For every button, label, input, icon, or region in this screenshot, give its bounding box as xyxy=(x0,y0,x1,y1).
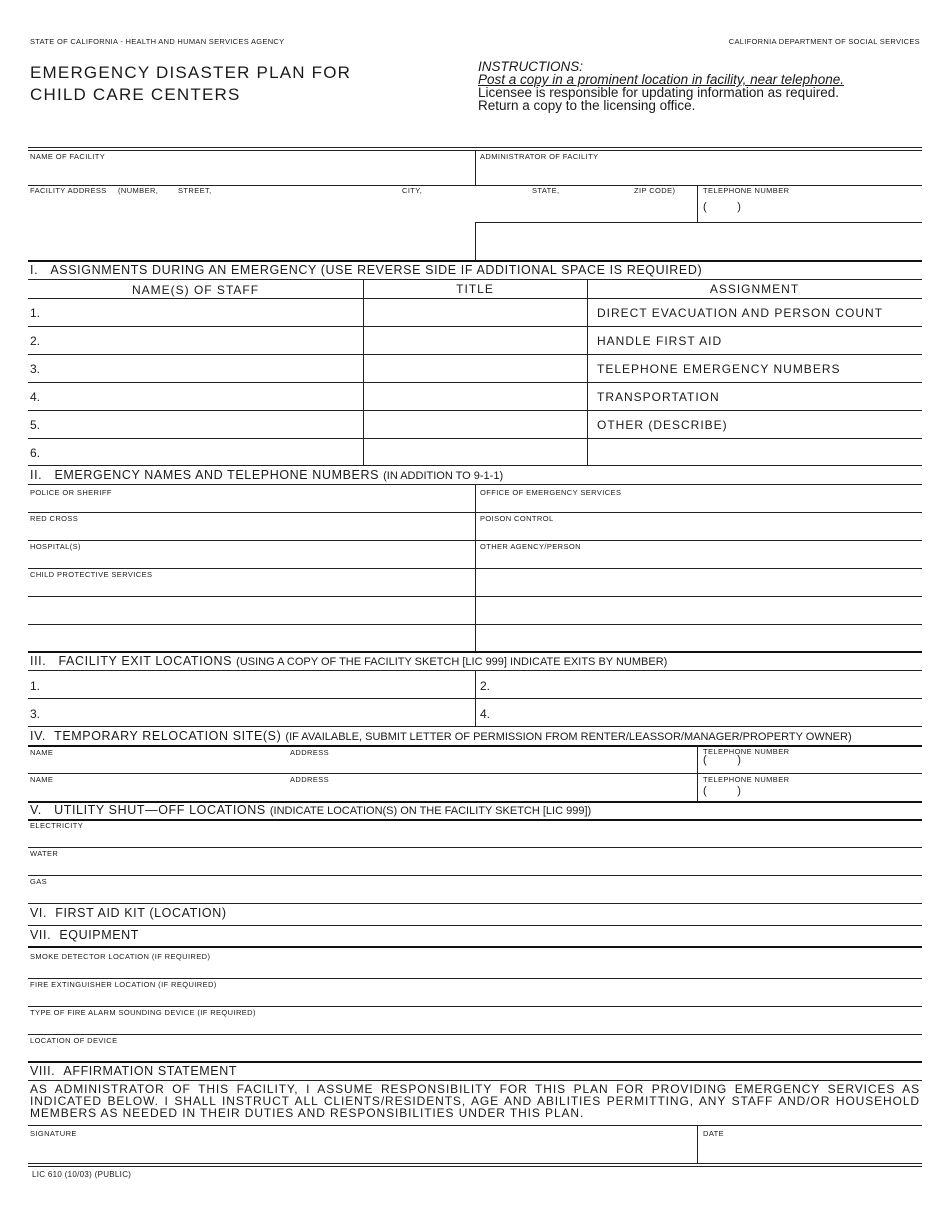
form-id: LIC 610 (10/03) (PUBLIC) xyxy=(32,1170,132,1179)
rule xyxy=(28,1034,922,1035)
rule xyxy=(28,410,922,411)
facility-administrator-field[interactable]: ADMINISTRATOR OF FACILITY xyxy=(480,152,599,161)
rule xyxy=(28,1006,922,1007)
col-header-staff: NAME(S) OF STAFF xyxy=(131,283,260,297)
department-name: CALIFORNIA DEPARTMENT OF SOCIAL SERVICES xyxy=(728,37,920,46)
rule xyxy=(28,946,922,948)
rule xyxy=(28,298,922,299)
signature-field[interactable]: SIGNATURE xyxy=(30,1129,77,1138)
row-2-number: 2. xyxy=(30,334,41,348)
rule xyxy=(28,903,922,904)
col-header-assignment: ASSIGNMENT xyxy=(709,282,800,296)
address-part-state: STATE, xyxy=(532,186,560,195)
row-6-number: 6. xyxy=(30,446,41,460)
address-part-city: CITY, xyxy=(402,186,423,195)
relocation-2-phone-field[interactable]: TELEPHONE NUMBER xyxy=(703,775,790,784)
row-3-assignment: TELEPHONE EMERGENCY NUMBERS xyxy=(597,362,841,376)
rule xyxy=(28,875,922,876)
divider xyxy=(697,1125,698,1163)
instruction-2: Licensee is responsible for updating information as required. xyxy=(478,85,839,100)
rule xyxy=(28,465,922,466)
col-header-title: TITLE xyxy=(456,282,494,296)
row-5-assignment: OTHER (DESCRIBE) xyxy=(597,418,728,432)
facility-phone-field[interactable]: TELEPHONE NUMBER xyxy=(703,186,790,195)
rule xyxy=(28,382,922,383)
rule xyxy=(28,1080,922,1081)
poison-control-field[interactable]: POISON CONTROL xyxy=(480,514,554,523)
relocation-2-address-field[interactable]: ADDRESS xyxy=(290,775,330,784)
address-part-street: STREET, xyxy=(178,186,212,195)
rule xyxy=(28,596,922,597)
agency-name: STATE OF CALIFORNIA - HEALTH AND HUMAN SERVICES AGENCY xyxy=(30,37,285,46)
other-agency-field[interactable]: OTHER AGENCY/PERSON xyxy=(480,542,581,551)
divider xyxy=(475,222,476,260)
rule xyxy=(28,925,922,926)
section-4-heading: IV. TEMPORARY RELOCATION SITE(S) (IF AVAILABLE, SUBMIT LETTER OF PERMISSION FROM RENTER/LEASSOR/MANAGER/PROPERTY OWNER) xyxy=(30,729,852,743)
section-2-heading: II. EMERGENCY NAMES AND TELEPHONE NUMBERS (IN ADDITION TO 9-1-1) xyxy=(30,468,504,482)
rule xyxy=(28,698,922,699)
page-title: EMERGENCY DISASTER PLAN FOR CHILD CARE CENTERS xyxy=(30,63,352,104)
facility-name-field[interactable]: NAME OF FACILITY xyxy=(30,152,106,161)
row-1-assignment: DIRECT EVACUATION AND PERSON COUNT xyxy=(597,306,884,320)
section-6-heading[interactable]: VI. FIRST AID KIT (LOCATION) xyxy=(30,906,227,920)
divider xyxy=(697,185,698,222)
date-field[interactable]: DATE xyxy=(703,1129,725,1138)
row-4-assignment: TRANSPORTATION xyxy=(597,390,720,404)
rule xyxy=(28,568,922,569)
fire-alarm-type-field[interactable]: TYPE OF FIRE ALARM SOUNDING DEVICE (IF REQUIRED) xyxy=(30,1008,256,1017)
exit-1-field[interactable]: 1. xyxy=(30,679,41,693)
section-5-heading: V. UTILITY SHUT—OFF LOCATIONS (INDICATE LOCATION(S) ON THE FACILITY SKETCH [LIC 999]) xyxy=(30,803,592,817)
gas-field[interactable]: GAS xyxy=(30,877,48,886)
rule xyxy=(28,819,922,821)
rule xyxy=(28,651,922,653)
rule xyxy=(28,1061,922,1063)
row-5-number: 5. xyxy=(30,418,41,432)
rule xyxy=(28,726,922,727)
section-1-heading: I. ASSIGNMENTS DURING AN EMERGENCY (USE REVERSE SIDE IF ADDITIONAL SPACE IS REQUIRED) xyxy=(30,263,703,277)
rule xyxy=(28,773,922,774)
address-part-number: (NUMBER, xyxy=(118,186,159,195)
rule xyxy=(28,978,922,979)
rule xyxy=(28,624,922,625)
water-field[interactable]: WATER xyxy=(30,849,59,858)
divider xyxy=(475,150,476,185)
rule xyxy=(28,354,922,355)
exit-4-field[interactable]: 4. xyxy=(480,707,491,721)
fire-extinguisher-field[interactable]: FIRE EXTINGUISHER LOCATION (IF REQUIRED) xyxy=(30,980,217,989)
rule xyxy=(28,326,922,327)
relocation-1-phone-field[interactable]: TELEPHONE NUMBER xyxy=(703,747,790,756)
facility-address-field[interactable]: FACILITY ADDRESS xyxy=(30,186,107,195)
instruction-3: Return a copy to the licensing office. xyxy=(478,98,696,113)
smoke-detector-field[interactable]: SMOKE DETECTOR LOCATION (IF REQUIRED) xyxy=(30,952,211,961)
relocation-1-address-field[interactable]: ADDRESS xyxy=(290,748,330,757)
rule xyxy=(28,260,922,262)
relocation-2-name-field[interactable]: NAME xyxy=(30,775,54,784)
rule xyxy=(28,512,922,513)
instructions-block xyxy=(478,60,844,112)
rule xyxy=(28,147,922,148)
row-3-number: 3. xyxy=(30,362,41,376)
device-location-field[interactable]: LOCATION OF DEVICE xyxy=(30,1036,118,1045)
police-field[interactable]: POLICE OR SHERIFF xyxy=(30,488,112,497)
electricity-field[interactable]: ELECTRICITY xyxy=(30,821,84,830)
rule xyxy=(28,540,922,541)
rule xyxy=(28,1163,922,1164)
row-1-number: 1. xyxy=(30,306,41,320)
row-2-assignment: HANDLE FIRST AID xyxy=(597,334,723,348)
hospital-field[interactable]: HOSPITAL(S) xyxy=(30,542,81,551)
section-3-heading: III. FACILITY EXIT LOCATIONS (USING A COPY OF THE FACILITY SKETCH [LIC 999] INDICATE EXITS BY NUMBER) xyxy=(30,654,668,668)
address-part-zip: ZIP CODE) xyxy=(634,186,676,195)
section-8-heading: VIII. AFFIRMATION STATEMENT xyxy=(30,1064,238,1078)
emergency-services-field[interactable]: OFFICE OF EMERGENCY SERVICES xyxy=(480,488,622,497)
affirmation-statement: AS ADMINISTRATOR OF THIS FACILITY, I ASSUME RESPONSIBILITY FOR THIS PLAN FOR PROVIDING EMERGENCY SERVICES AS INDICATED BELOW. I SHALL INSTRUCT ALL CLIENTS/RESIDENTS, AGE AND ABILITIES PERMITTING, ANY STAFF AND/OR HOUSEHOLD MEMBERS AS NEEDED IN THEIR DUTIES AND RESPONSIBILITIES UNDER THIS PLAN. xyxy=(30,1082,920,1120)
rule xyxy=(28,847,922,848)
red-cross-field[interactable]: RED CROSS xyxy=(30,514,79,523)
relocation-1-area-code: ( ) xyxy=(703,754,741,766)
relocation-2-area-code: ( ) xyxy=(703,785,741,797)
section-7-heading: VII. EQUIPMENT xyxy=(30,928,140,942)
row-4-number: 4. xyxy=(30,390,41,404)
rule xyxy=(28,1166,922,1167)
phone-area-code: ( ) xyxy=(703,201,741,213)
instruction-1: Post a copy in a prominent location in facility, near telephone. xyxy=(478,72,844,87)
instructions-title: INSTRUCTIONS: xyxy=(478,59,584,74)
rule xyxy=(475,222,922,223)
rule xyxy=(28,1125,922,1126)
rule xyxy=(28,279,922,280)
child-protective-field[interactable]: CHILD PROTECTIVE SERVICES xyxy=(30,570,153,579)
rule xyxy=(28,438,922,439)
exit-3-field[interactable]: 3. xyxy=(30,707,41,721)
exit-2-field[interactable]: 2. xyxy=(480,679,491,693)
relocation-1-name-field[interactable]: NAME xyxy=(30,748,54,757)
